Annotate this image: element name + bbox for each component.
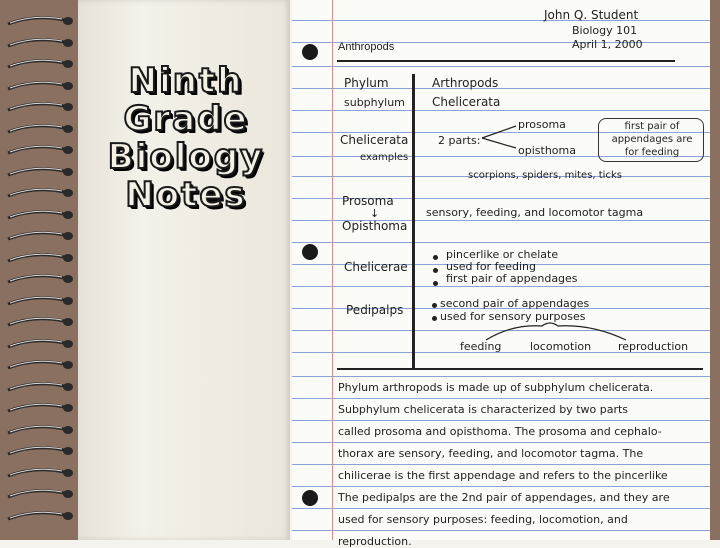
bullet — [433, 281, 438, 286]
down-arrow-icon: ↓ — [370, 207, 380, 220]
course-name: Biology 101 — [572, 24, 638, 37]
spiral-ring — [4, 358, 76, 372]
title-line-4: Notes — [125, 175, 247, 215]
summary-line: used for sensory purposes: feeding, locomotion, and — [338, 513, 628, 526]
notes-page — [292, 0, 710, 548]
ruled-line — [292, 110, 710, 111]
spiral-ring — [4, 79, 76, 93]
term-phylum: Phylum — [344, 76, 389, 90]
ruled-line — [292, 508, 710, 509]
term-subphylum: subphylum — [344, 96, 405, 109]
part-opisthoma: opisthoma — [518, 144, 576, 157]
spiral-ring — [4, 294, 76, 308]
spiral-ring — [4, 466, 76, 480]
ruled-line — [292, 20, 710, 21]
value-phylum: Arthropods — [432, 76, 499, 90]
term-pedipalps: Pedipalps — [346, 303, 404, 317]
spiral-ring — [4, 337, 76, 351]
ruled-line — [292, 242, 710, 243]
binder-hole-2 — [302, 244, 318, 260]
term-opisthoma: Opisthoma — [342, 219, 408, 233]
summary-line: Phylum arthropods is made up of subphylum chelicerata. — [338, 381, 654, 394]
spiral-ring — [4, 487, 76, 501]
chelicerae-item-3: first pair of appendages — [446, 272, 578, 285]
cover-title — [96, 62, 276, 214]
chelicerae-item-1: pincerlike or chelate — [446, 248, 559, 261]
spiral-ring — [4, 165, 76, 179]
summary-line: The pedipalps are the 2nd pair of appendages, and they are — [338, 491, 670, 504]
spiral-ring — [4, 57, 76, 71]
spiral-ring — [4, 36, 76, 50]
title-line-2: Grade — [123, 99, 249, 139]
spiral-ring — [4, 251, 76, 265]
ruled-line — [292, 286, 710, 287]
bullet — [432, 303, 437, 308]
spiral-ring — [4, 208, 76, 222]
use-reproduction: reproduction — [618, 340, 689, 353]
title-line-3: Biology — [107, 137, 265, 177]
spiral-ring — [4, 186, 76, 200]
title-line-1: Ninth — [128, 61, 244, 101]
spiral-ring — [4, 315, 76, 329]
chelicerae-item-2: used for feeding — [446, 260, 536, 273]
summary-line: Subphylum chelicerata is characterized by two parts — [338, 403, 629, 416]
spiral-ring — [4, 122, 76, 136]
ruled-line — [292, 442, 710, 443]
split-arrows — [480, 122, 520, 152]
value-subphylum: Chelicerata — [432, 95, 501, 109]
note-text: first pair of appendages are for feeding — [611, 121, 693, 158]
spiral-ring — [4, 401, 76, 415]
pedipalps-item-2: used for sensory purposes — [440, 310, 586, 323]
spiral-ring — [4, 14, 76, 28]
use-locomotion: locomotion — [530, 340, 592, 353]
examples-label: examples — [360, 152, 409, 163]
slide-label: Anthropods — [338, 41, 395, 53]
parts-label: 2 parts: — [438, 134, 481, 147]
spiral-ring — [4, 272, 76, 286]
spiral-ring — [4, 100, 76, 114]
ruled-line — [292, 398, 710, 399]
spiral-ring — [4, 380, 76, 394]
date-text: April 1, 2000 — [572, 38, 643, 51]
ruled-line — [292, 486, 710, 487]
ruled-line — [292, 420, 710, 421]
right-frame — [710, 0, 720, 540]
use-feeding: feeding — [460, 340, 502, 353]
column-divider — [412, 74, 415, 370]
ruled-line — [292, 376, 710, 377]
part-prosoma: prosoma — [518, 118, 566, 131]
examples-text: scorpions, spiders, mites, ticks — [468, 170, 622, 181]
binder-hole-3 — [302, 490, 318, 506]
term-chelicerae: Chelicerae — [344, 260, 408, 274]
summary-line: reproduction. — [338, 535, 412, 548]
summary-divider — [337, 368, 703, 370]
summary-line: thorax are sensory, feeding, and locomotor tagma. The — [338, 447, 644, 460]
bullet — [433, 255, 438, 260]
uses-brace — [482, 320, 632, 342]
student-name: John Q. Student — [544, 8, 639, 22]
binder-hole-1 — [302, 44, 318, 60]
ruled-line — [292, 530, 710, 531]
summary-line: called prosoma and opisthoma. The prosoma and cephalo- — [338, 425, 662, 438]
spiral-ring — [4, 444, 76, 458]
spiral-ring — [4, 229, 76, 243]
value-prosoma: sensory, feeding, and locomotor tagma — [426, 206, 644, 219]
ruled-line — [292, 464, 710, 465]
margin-line — [332, 0, 333, 540]
pedipalps-item-1: second pair of appendages — [440, 297, 590, 310]
header-divider — [337, 60, 675, 62]
ruled-line — [292, 66, 710, 67]
bullet — [433, 268, 438, 273]
spiral-ring — [4, 143, 76, 157]
bullet — [432, 316, 437, 321]
term-prosoma: Prosoma — [342, 194, 394, 208]
term-chelicerata: Chelicerata — [340, 133, 409, 147]
spiral-binding — [4, 14, 78, 534]
summary-line: chilicerae is the first appendage and refers to the pincerlike — [338, 469, 668, 482]
spiral-ring — [4, 509, 76, 523]
spiral-ring — [4, 423, 76, 437]
